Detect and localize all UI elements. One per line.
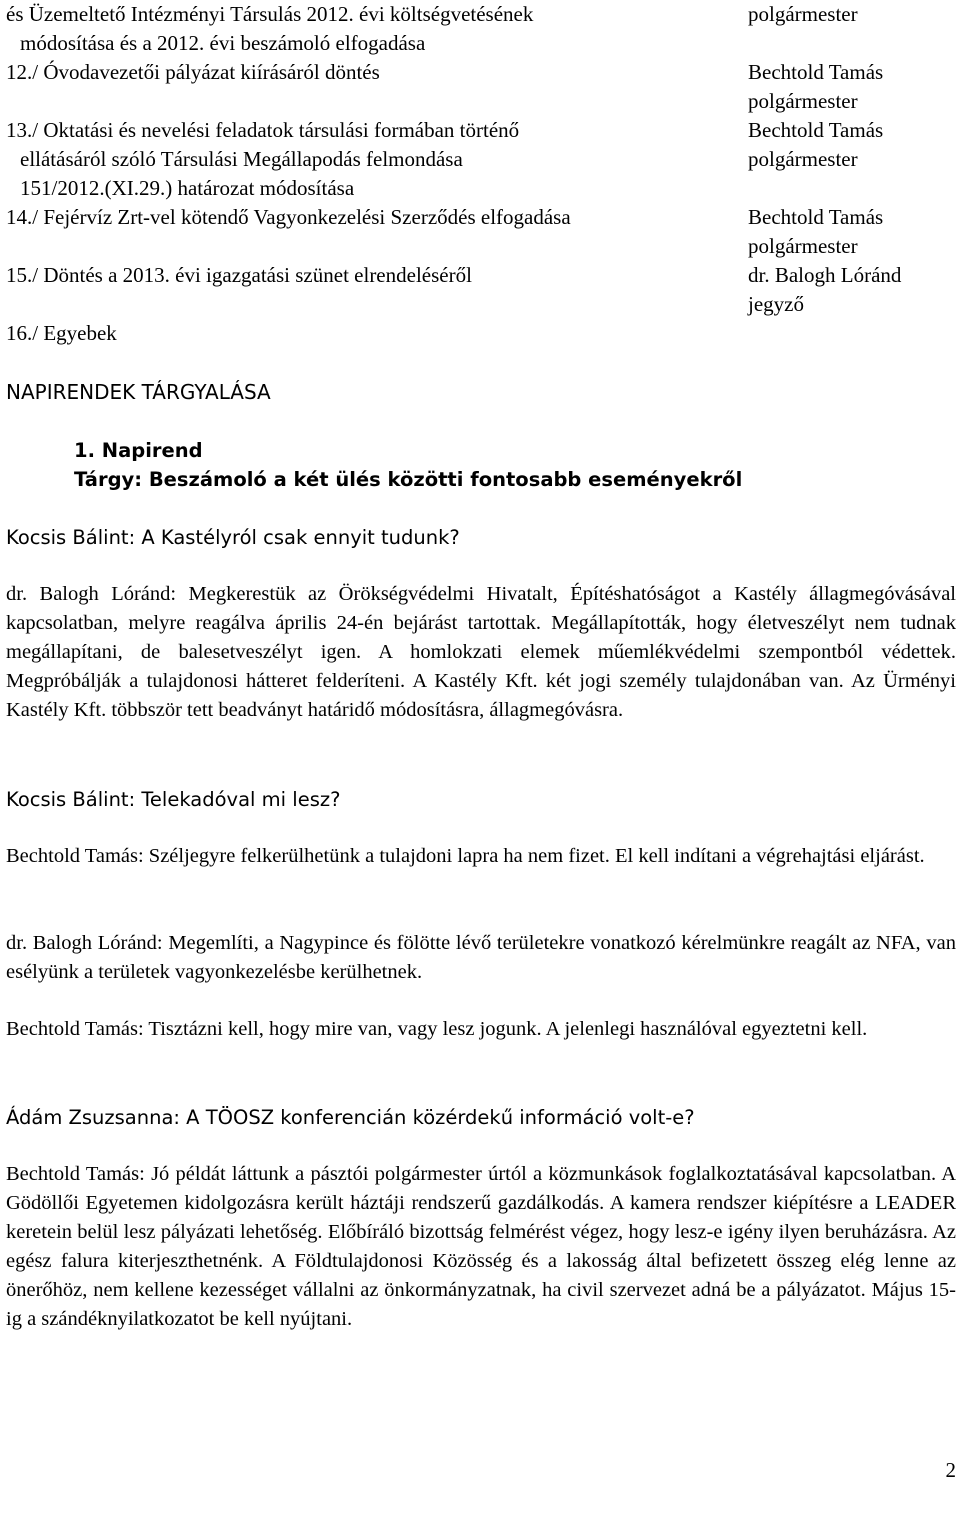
agenda-line: 14./ Fejérvíz Zrt-vel kötendő Vagyonkezelési Szerződés elfogadása — [6, 205, 571, 229]
agenda-row — [6, 261, 956, 319]
agenda-item-text — [6, 319, 748, 348]
presenter-line: polgármester — [748, 89, 858, 113]
paragraph-text: Bechtold Tamás: Tisztázni kell, hogy mire van, vagy lesz jogunk. A jelenlegi használóval egyeztetni kell. — [6, 1018, 868, 1040]
agenda-item-text — [6, 0, 748, 58]
paragraph-text: dr. Balogh Lóránd: Megkerestük az Örökségvédelmi Hivatalt, Építéshatóságot a Kastély állagmegóvásával kapcsolatban, melyre reagálva április 24-én bejárást tartottak. Megállapították, hogy életveszélyt nem tudnak megállapítani, de balesetveszélyt igen. A homlokzati elemek műemlékvédelmi szempontból védettek. Megpróbálják a tulajdonosi hátteret felderíteni. A Kastély Kft. két jogi személy tulajdonában van. Az Ürményi Kastély Kft. többször tett beadványt határidő módosításra, állagmegóvásra. — [6, 583, 956, 721]
agenda-item-title: 1. Napirend — [74, 439, 203, 462]
agenda-presenter — [748, 203, 956, 261]
agenda-presenter — [748, 116, 956, 203]
agenda-line: 16./ Egyebek — [6, 321, 117, 345]
paragraph-1 — [6, 580, 956, 725]
agenda-item-text — [6, 261, 748, 319]
paragraph-text: Kocsis Bálint: Telekadóval mi lesz? — [6, 788, 341, 811]
agenda-line: ellátásáról szóló Társulási Megállapodás felmondása — [20, 147, 463, 171]
agenda-item-text — [6, 58, 748, 116]
paragraph-4 — [6, 929, 956, 987]
agenda-list — [6, 0, 956, 348]
agenda-line: 13./ Oktatási és nevelési feladatok társulási formában történő — [6, 118, 520, 142]
agenda-item-header — [74, 436, 742, 494]
agenda-presenter — [748, 58, 956, 116]
paragraph-text: dr. Balogh Lóránd: Megemlíti, a Nagypince és fölötte lévő területekre vonatkozó kérelmünkre reagált az NFA, van esélyünk a területek vagyonkezelésbe kerülhetnek. — [6, 932, 956, 983]
agenda-item-text — [6, 203, 748, 261]
presenter-line: jegyző — [748, 292, 804, 316]
agenda-presenter — [748, 319, 956, 348]
presenter-line: Bechtold Tamás — [748, 205, 884, 229]
agenda-row — [6, 319, 956, 348]
agenda-presenter — [748, 0, 956, 58]
paragraph-text: Ádám Zsuzsanna: A TÖOSZ konferencián közérdekű információ volt-e? — [6, 1106, 695, 1129]
presenter-line: polgármester — [748, 147, 858, 171]
agenda-item-text — [6, 116, 748, 203]
agenda-line: módosítása és a 2012. évi beszámoló elfogadása — [20, 31, 426, 55]
presenter-line: dr. Balogh Lóránd — [748, 263, 902, 287]
page-number: 2 — [945, 1458, 956, 1482]
paragraph-6 — [6, 1103, 956, 1132]
agenda-line: 151/2012.(XI.29.) határozat módosítása — [20, 176, 355, 200]
presenter-line: Bechtold Tamás — [748, 60, 884, 84]
agenda-line: 12./ Óvodavezetői pályázat kiírásáról döntés — [6, 60, 380, 84]
presenter-line: Bechtold Tamás — [748, 118, 884, 142]
paragraph-text: Kocsis Bálint: A Kastélyról csak ennyit tudunk? — [6, 526, 460, 549]
paragraph-3 — [6, 842, 956, 871]
paragraph-2 — [6, 785, 956, 814]
section-heading: NAPIRENDEK TÁRGYALÁSA — [6, 380, 271, 404]
agenda-row — [6, 0, 956, 58]
paragraph-5 — [6, 1015, 956, 1044]
agenda-item-subject: Tárgy: Beszámoló a két ülés közötti fontosabb eseményekről — [74, 468, 743, 491]
agenda-line: 15./ Döntés a 2013. évi igazgatási szünet elrendeléséről — [6, 263, 472, 287]
paragraph-text: Bechtold Tamás: Széljegyre felkerülhetünk a tulajdoni lapra ha nem fizet. El kell indítani a végrehajtási eljárást. — [6, 845, 925, 867]
paragraph-text: Bechtold Tamás: Jó példát láttunk a pásztói polgármester úrtól a közmunkások foglalkoztatásával kapcsolatban. A Gödöllői Egyetemen kidolgozásra került háztáji rendszerű gazdálkodás. A kamera rendszer kiépítésre a LEADER keretein belül lesz pályázati lehetőség. Előbíráló bizottság felmérést végez, hogy lesz-e igény ilyen beruházásra. Az egész falura kiterjeszthetnénk. A Földtulajdonosi Közösség és a lakosság által befizetett összeg elég lenne az önerőhöz, nem kellene kezességet vállalni az önkormányzatnak, ha civil szervezet adná be a pályázatot. Május 15-ig a szándéknyilatkozatot be kell nyújtani. — [6, 1163, 956, 1330]
paragraph-7 — [6, 1160, 956, 1334]
paragraph-0 — [6, 523, 956, 552]
agenda-row — [6, 116, 956, 203]
presenter-line: polgármester — [748, 234, 858, 258]
presenter-line: polgármester — [748, 2, 858, 26]
agenda-row — [6, 58, 956, 116]
agenda-row — [6, 203, 956, 261]
agenda-presenter — [748, 261, 956, 319]
agenda-line: és Üzemeltető Intézményi Társulás 2012. évi költségvetésének — [6, 2, 534, 26]
